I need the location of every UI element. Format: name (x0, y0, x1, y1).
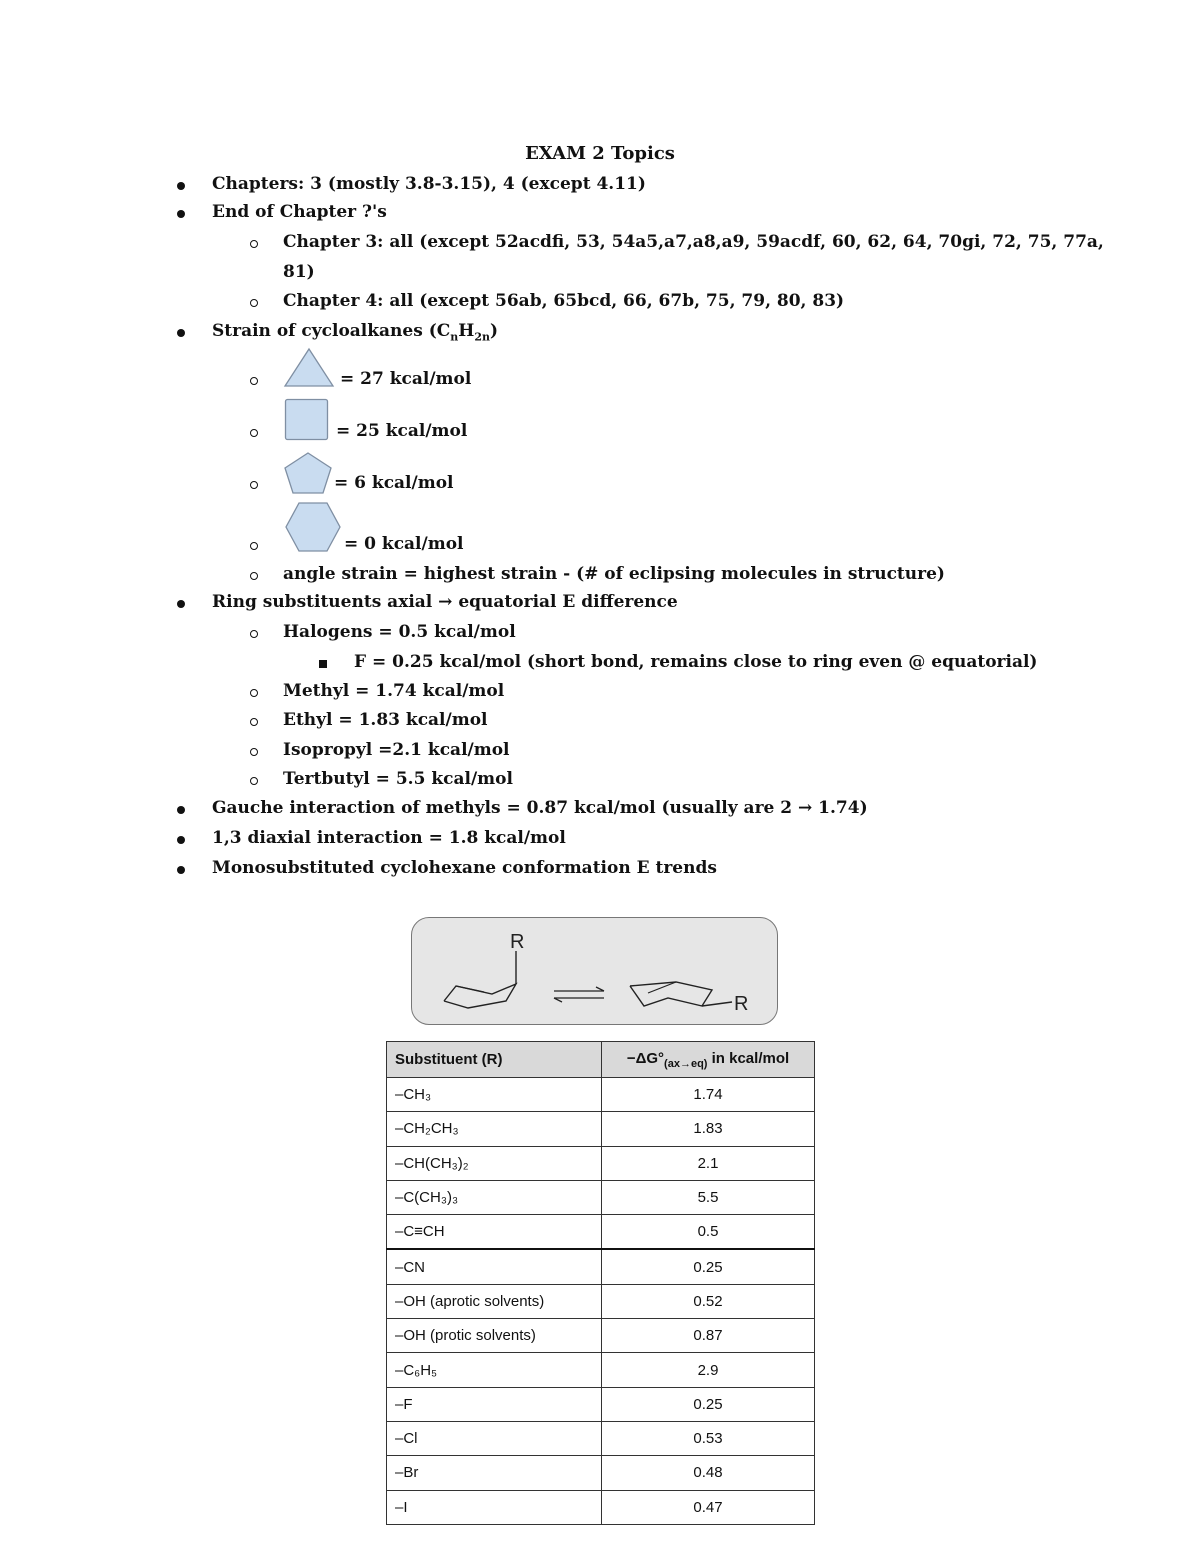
delta-g-cell: 0.25 (602, 1249, 815, 1284)
substituent-cell: –C₆H₅ (387, 1353, 602, 1387)
fluorine-line: F = 0.25 kcal/mol (short bond, remains close to ring even @ equatorial) (354, 652, 1038, 672)
table-row (387, 1249, 815, 1284)
delta-g-cell: 0.48 (602, 1456, 815, 1490)
hexagon-strain: = 0 kcal/mol (344, 534, 464, 554)
delta-g-cell: 0.5 (602, 1215, 815, 1250)
bullet-ring (250, 689, 258, 697)
substituent-table (386, 1041, 815, 1525)
triangle-strain: = 27 kcal/mol (340, 369, 472, 389)
bullet-dot (177, 210, 185, 218)
substituent-cell: –CH(CH₃)₂ (387, 1146, 602, 1180)
substituent-cell: –C(CH₃)₃ (387, 1180, 602, 1214)
table-row (387, 1456, 815, 1490)
bullet-ring (250, 429, 258, 437)
table-row (387, 1215, 815, 1250)
equatorial-r-label: R (734, 993, 749, 1015)
strain-heading: Strain of cycloalkanes $(C_nH_{2n})$ (212, 321, 499, 344)
table-row (387, 1353, 815, 1387)
substituent-cell: –OH (aprotic solvents) (387, 1284, 602, 1318)
bullet-square (319, 660, 327, 668)
table-row (387, 1319, 815, 1353)
bullet-dot (177, 806, 185, 814)
angle-strain-line: angle strain = highest strain - (# of eclipsing molecules in structure) (283, 564, 945, 584)
chair-conformations-drawing (412, 918, 777, 1024)
delta-g-cell: 0.87 (602, 1319, 815, 1353)
bullet-dot (177, 836, 185, 844)
bullet-dot (177, 600, 185, 608)
bullet-ring (250, 542, 258, 550)
bullet-ring (250, 240, 258, 248)
bullet-ring (250, 377, 258, 385)
bullet-dot (177, 182, 185, 190)
delta-g-cell: 1.74 (602, 1078, 815, 1112)
table-row (387, 1421, 815, 1455)
bullet-ring (250, 748, 258, 756)
table-row (387, 1180, 815, 1214)
triangle-icon (283, 347, 335, 389)
square-icon (284, 398, 330, 442)
substituent-cell: –CH₂CH₃ (387, 1112, 602, 1146)
axial-r-label: R (510, 931, 525, 953)
page-title: EXAM 2 Topics (525, 143, 675, 164)
tertbutyl-line: Tertbutyl = 5.5 kcal/mol (283, 769, 513, 789)
isopropyl-line: Isopropyl =2.1 kcal/mol (283, 740, 510, 760)
header-delta-g: $-\Delta G^\circ_{(ax\to eq)}$ in kcal/mol (602, 1042, 815, 1078)
header-substituent: Substituent (R) (387, 1042, 602, 1078)
bullet-ring (250, 299, 258, 307)
delta-g-cell: 2.9 (602, 1353, 815, 1387)
chapter3-line-cont: 81) (283, 262, 315, 282)
table-header-row (387, 1042, 815, 1078)
bullet-ring (250, 630, 258, 638)
square-strain: = 25 kcal/mol (336, 421, 468, 441)
table-row (387, 1146, 815, 1180)
monosubstituted-line: Monosubstituted cyclohexane conformation E trends (212, 858, 717, 878)
substituent-cell: –Cl (387, 1421, 602, 1455)
table-row (387, 1112, 815, 1146)
delta-g-cell: 0.53 (602, 1421, 815, 1455)
table-row (387, 1490, 815, 1524)
chair-equilibrium-diagram (411, 917, 778, 1025)
chapters-line: Chapters: 3 (mostly 3.8-3.15), 4 (except 4.11) (212, 174, 646, 194)
substituent-cell: –CH₃ (387, 1078, 602, 1112)
delta-g-cell: 0.52 (602, 1284, 815, 1318)
substituent-cell: –F (387, 1387, 602, 1421)
diaxial-line: 1,3 diaxial interaction = 1.8 kcal/mol (212, 828, 566, 848)
ethyl-line: Ethyl = 1.83 kcal/mol (283, 710, 488, 730)
table-row (387, 1387, 815, 1421)
gauche-line: Gauche interaction of methyls = 0.87 kcal/mol (usually are 2 → 1.74) (212, 798, 868, 818)
chapter4-line: Chapter 4: all (except 56ab, 65bcd, 66, 67b, 75, 79, 80, 83) (283, 291, 845, 311)
methyl-line: Methyl = 1.74 kcal/mol (283, 681, 505, 701)
end-of-chapter-line: End of Chapter ?'s (212, 202, 387, 222)
pentagon-icon (283, 451, 333, 495)
bullet-ring (250, 481, 258, 489)
halogens-line: Halogens = 0.5 kcal/mol (283, 622, 516, 642)
substituent-cell: –I (387, 1490, 602, 1524)
bullet-ring (250, 777, 258, 785)
table-row (387, 1284, 815, 1318)
bullet-ring (250, 718, 258, 726)
delta-g-cell: 0.47 (602, 1490, 815, 1524)
substituent-cell: –Br (387, 1456, 602, 1490)
bullet-dot (177, 866, 185, 874)
bullet-ring (250, 572, 258, 580)
bullet-dot (177, 329, 185, 337)
pentagon-strain: = 6 kcal/mol (334, 473, 454, 493)
substituent-cell: –C≡CH (387, 1215, 602, 1250)
substituent-cell: –CN (387, 1249, 602, 1284)
chapter3-line: Chapter 3: all (except 52acdfi, 53, 54a5,a7,a8,a9, 59acdf, 60, 62, 64, 70gi, 72, 75, 77a, (283, 232, 1104, 252)
delta-g-cell: 2.1 (602, 1146, 815, 1180)
delta-g-cell: 5.5 (602, 1180, 815, 1214)
table-row (387, 1078, 815, 1112)
delta-g-cell: 1.83 (602, 1112, 815, 1146)
substituent-cell: –OH (protic solvents) (387, 1319, 602, 1353)
delta-g-cell: 0.25 (602, 1387, 815, 1421)
hexagon-icon (284, 501, 342, 553)
ring-substituents-line: Ring substituents axial → equatorial E difference (212, 592, 678, 612)
